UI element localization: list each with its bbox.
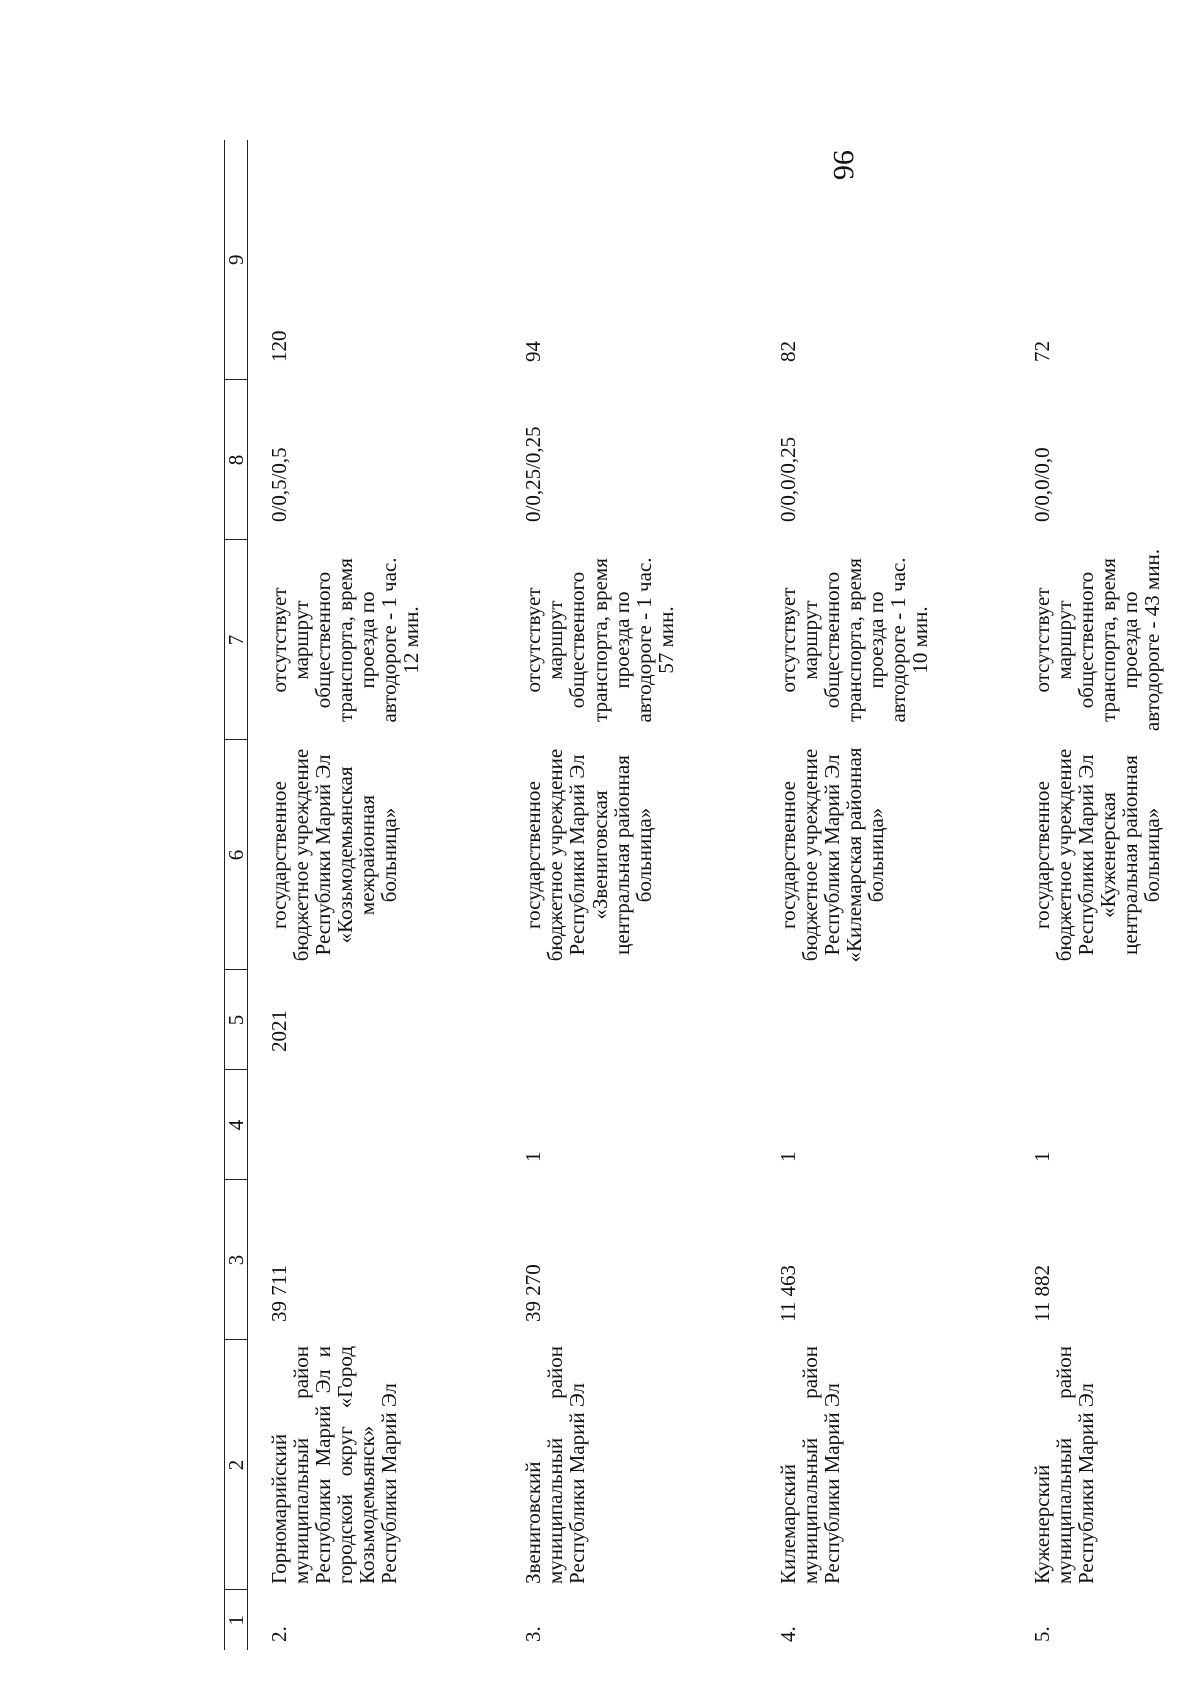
population: 11 463 xyxy=(775,1265,800,1322)
col9-value: 94 xyxy=(521,341,546,362)
transport-info: отсутствует маршрут общественного транспорта, время проезда по автодороге - 1 час. 57 мин. xyxy=(521,557,678,723)
col-header-2: 2 xyxy=(225,1340,248,1590)
population: 39 711 xyxy=(267,1265,292,1322)
population: 11 882 xyxy=(1030,1265,1055,1322)
table-row xyxy=(502,140,756,1650)
page-number: 96 xyxy=(827,150,860,180)
row-number: 2. xyxy=(267,1626,292,1642)
col-header-9: 9 xyxy=(225,140,248,380)
col4-value: 1 xyxy=(775,1151,800,1162)
year xyxy=(502,970,756,1070)
data-table xyxy=(224,140,1200,1650)
col-header-6: 6 xyxy=(225,740,248,970)
col4-value: 1 xyxy=(521,1151,546,1162)
institution: государственное бюджетное учреждение Республики Марий Эл «Звениговская центральная районная больница» xyxy=(521,748,656,962)
institution: государственное бюджетное учреждение Республики Марий Эл «Килемарская районная больница» xyxy=(775,747,888,963)
col-header-8: 8 xyxy=(225,380,248,540)
col9-value: 82 xyxy=(775,341,800,362)
row-number: 5. xyxy=(1030,1626,1055,1642)
col8-value: 0/0,25/0,25 xyxy=(521,426,546,522)
col-header-5: 5 xyxy=(225,970,248,1070)
col-header-3: 3 xyxy=(225,1180,248,1340)
rotated-table-container xyxy=(224,140,1200,1650)
col9-value: 120 xyxy=(267,330,292,362)
table-row xyxy=(1011,140,1200,1650)
district-name: Килемарский муниципальный район Республики Марий Эл xyxy=(775,1346,844,1584)
population: 39 270 xyxy=(521,1264,546,1322)
row-number: 4. xyxy=(775,1626,800,1642)
district-name: Звениговский муниципальный район Республики Марий Эл xyxy=(521,1346,590,1584)
institution: государственное бюджетное учреждение Республики Марий Эл «Козьмодемьянская межрайонная больница» xyxy=(267,748,402,962)
header-row xyxy=(225,140,248,1650)
district-name: Куженерский муниципальный район Республики Марий Эл xyxy=(1030,1346,1099,1584)
col4-value xyxy=(248,1070,503,1180)
year: 2021 xyxy=(267,1010,292,1052)
col4-value: 1 xyxy=(1030,1151,1055,1162)
year xyxy=(757,970,1011,1070)
table-row xyxy=(757,140,1011,1650)
col-header-4: 4 xyxy=(225,1070,248,1180)
year xyxy=(1011,970,1200,1070)
col8-value: 0/0,0/0,25 xyxy=(775,436,800,522)
transport-info: отсутствует маршрут общественного транспорта, время проезда по автодороге - 43 мин. xyxy=(1030,548,1165,732)
transport-info: отсутствует маршрут общественного транспорта, время проезда по автодороге - 1 час. 10 мин. xyxy=(775,557,932,723)
col9-value: 72 xyxy=(1030,341,1055,362)
col8-value: 0/0,0/0,0 xyxy=(1030,447,1055,522)
row-number: 3. xyxy=(521,1626,546,1642)
col-header-7: 7 xyxy=(225,540,248,740)
col8-value: 0/0,5/0,5 xyxy=(267,447,292,522)
table-row xyxy=(248,140,503,1650)
institution: государственное бюджетное учреждение Республики Марий Эл «Куженерская центральная районная больница» xyxy=(1030,748,1165,962)
col-header-1: 1 xyxy=(225,1590,248,1650)
transport-info: отсутствует маршрут общественного транспорта, время проезда по автодороге - 1 час. 12 мин. xyxy=(267,557,424,723)
district-name: Горномарийский муниципальный район Республики Марий Эл и городской округ «Город Козьмодемьянск» Республики Марий Эл xyxy=(267,1346,402,1584)
